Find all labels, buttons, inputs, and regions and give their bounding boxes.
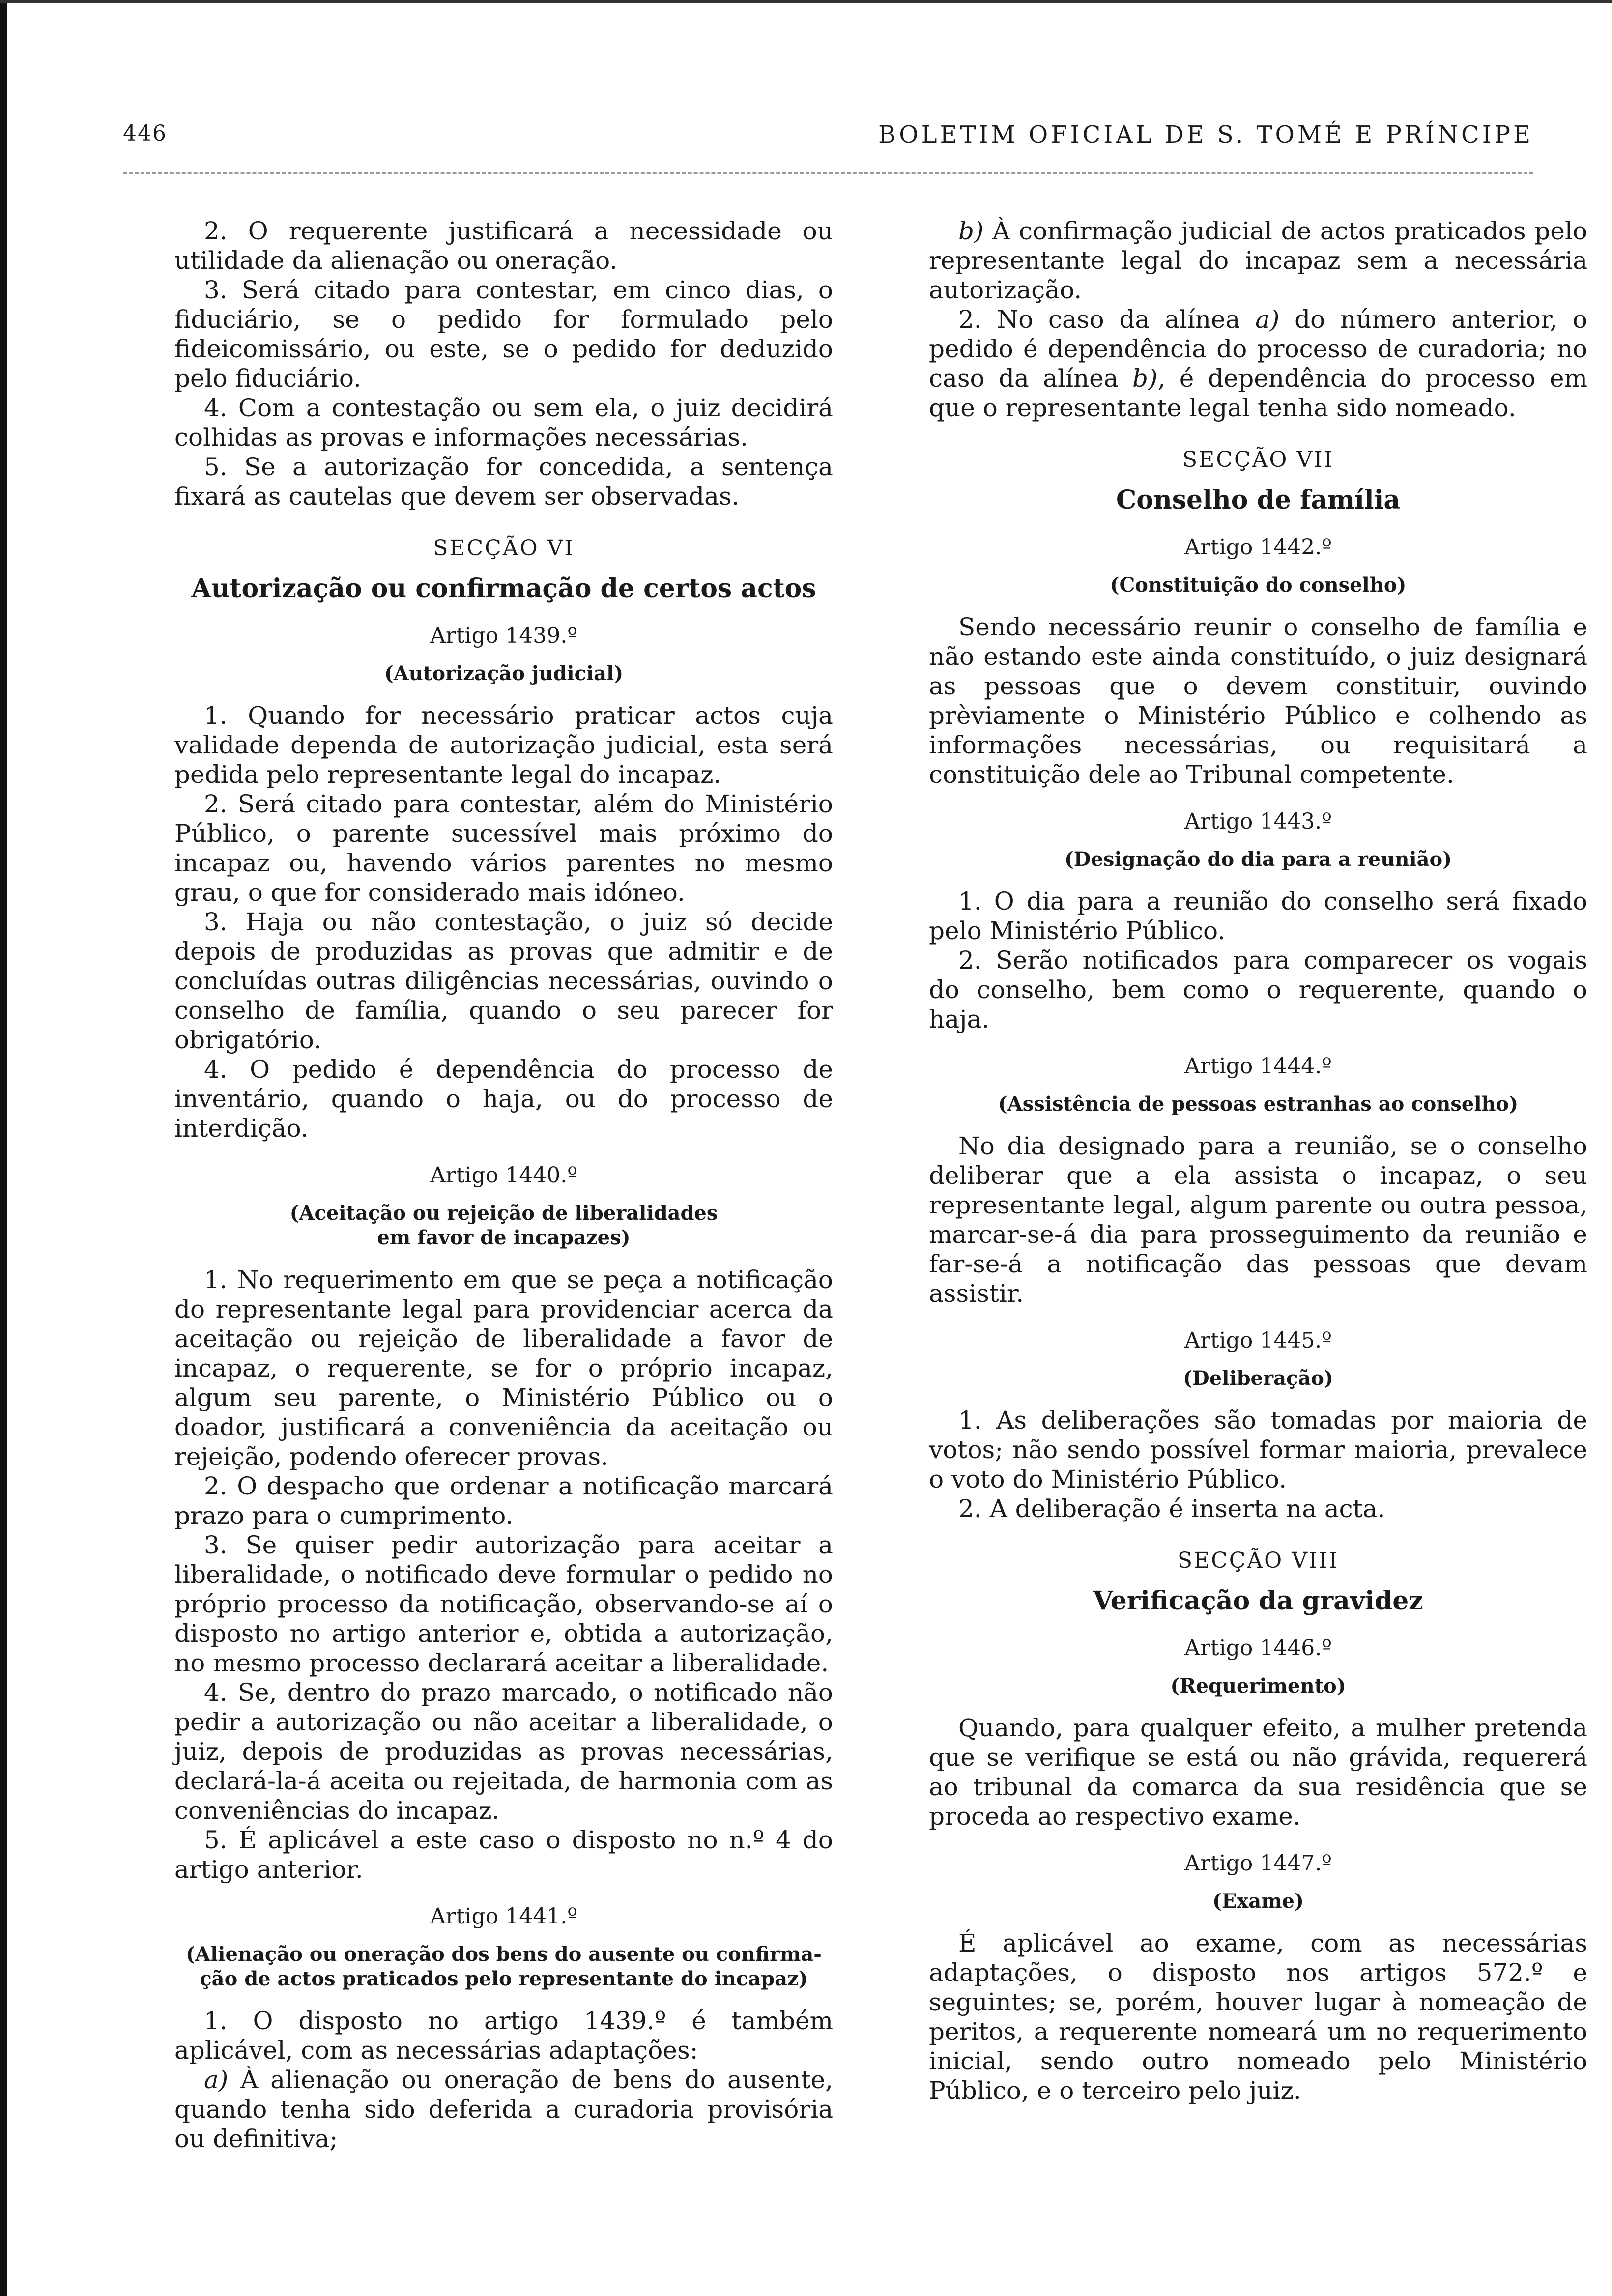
paragraph: 3. Haja ou não contestação, o juiz só decide depois de produzidas as provas que admitir e de concluídas outras diligências necessárias, ouvindo o conselho de família, quando o seu parecer for obrigatório. — [174, 908, 833, 1054]
journal-title: BOLETIM OFICIAL DE S. TOMÉ E PRÍNCIPE — [878, 121, 1533, 148]
alinea — [174, 2065, 833, 2153]
alinea-letter: a) — [204, 2066, 229, 2094]
paragraph: 2. O requerente justificará a necessidade ou utilidade da alienação ou oneração. — [174, 217, 833, 275]
article-caption: (Requerimento) — [1170, 1674, 1346, 1697]
caption-line: ção de actos praticados pelo representante do incapaz) — [200, 1967, 808, 1990]
paragraph: Sendo necessário reunir o conselho de família e não estando este ainda constituído, o juiz designará as pessoas que o devem constituir, ouvindo prèviamente o Ministério Público e colhendo as informações necessárias, ou requisitará a constituição dele ao Tribunal competente. — [929, 613, 1587, 789]
paragraph: Quando, para qualquer efeito, a mulher pretenda que se verifique se está ou não grávida, requererá ao tribunal da comarca da sua residência que se proceda ao respectivo exame. — [929, 1714, 1587, 1831]
page-header — [123, 121, 1533, 160]
article-caption — [174, 1942, 833, 1991]
paragraph: No dia designado para a reunião, se o conselho deliberar que a ela assista o incapaz, o seu representante legal, algum parente ou outra pessoa, marcar-se-á dia para prosseguimento da reunião e far-se-á a notificação das pessoas que devam assistir. — [929, 1132, 1587, 1308]
scan-edge-top — [0, 0, 1612, 3]
article-caption: (Deliberação) — [1183, 1367, 1333, 1390]
left-column — [174, 216, 833, 2153]
article-caption: (Autorização judicial) — [384, 662, 624, 685]
section-title: Verificação da gravidez — [1093, 1586, 1423, 1616]
paragraph: 4. Se, dentro do prazo marcado, o notificado não pedir a autorização ou não aceitar a liberalidade, o juiz, depois de produzidas as provas necessárias, declará-la-á aceita ou rejeitada, de harmonia com as conveniências do incapaz. — [174, 1678, 833, 1825]
article-label: Artigo 1445.º — [1184, 1328, 1332, 1353]
text-run: 2. No caso da alínea — [958, 305, 1256, 334]
article-caption: (Assistência de pessoas estranhas ao conselho) — [998, 1092, 1519, 1116]
paragraph: 3. Se quiser pedir autorização para aceitar a liberalidade, o notificado deve formular o pedido no próprio processo da notificação, observando-se aí o disposto no artigo anterior e, obtida a autorização, no mesmo processo declarará aceitar a liberalidade. — [174, 1531, 833, 1677]
paragraph: 4. O pedido é dependência do processo de inventário, quando o haja, ou do processo de interdição. — [174, 1055, 833, 1143]
paragraph: 5. Se a autorização for concedida, a sentença fixará as cautelas que devem ser observadas. — [174, 453, 833, 511]
paragraph: 1. O dia para a reunião do conselho será fixado pelo Ministério Público. — [929, 887, 1587, 945]
alinea-letter: a) — [1255, 305, 1280, 334]
paragraph: 2. Será citado para contestar, além do Ministério Público, o parente sucessível mais próximo do incapaz ou, havendo vários parentes no mesmo grau, o que for considerado mais idóneo. — [174, 790, 833, 907]
alinea-letter: b) — [958, 217, 984, 245]
paragraph: 2. O despacho que ordenar a notificação marcará prazo para o cumprimento. — [174, 1472, 833, 1530]
paragraph: 4. Com a contestação ou sem ela, o juiz decidirá colhidas as provas e informações necessárias. — [174, 394, 833, 452]
paragraph: 1. No requerimento em que se peça a notificação do representante legal para providenciar acerca da aceitação ou rejeição de liberalidade a favor de incapaz, o requerente, se for o próprio incapaz, algum seu parente, o Ministério Público ou o doador, justificará a conveniência da aceitação ou rejeição, podendo oferecer provas. — [174, 1265, 833, 1471]
article-caption: (Exame) — [1212, 1890, 1304, 1913]
article-label: Artigo 1442.º — [1184, 535, 1332, 560]
alinea-text: À alienação ou oneração de bens do ausente, quando tenha sido deferida a curadoria provisória ou definitiva; — [174, 2066, 833, 2153]
page-number: 446 — [123, 121, 167, 146]
paragraph: 2. A deliberação é inserta na acta. — [958, 1494, 1385, 1523]
alinea-text: À confirmação judicial de actos praticados pelo representante legal do incapaz sem a necessária autorização. — [929, 217, 1587, 304]
article-label: Artigo 1444.º — [1184, 1054, 1332, 1079]
section-label: SECÇÃO VIII — [1177, 1548, 1339, 1573]
paragraph: 3. Será citado para contestar, em cinco dias, o fiduciário, se o pedido for formulado pelo fideicomissário, ou este, se o pedido for deduzido pelo fiduciário. — [174, 276, 833, 393]
article-caption: (Constituição do conselho) — [1110, 574, 1407, 597]
scan-edge — [0, 0, 7, 2296]
paragraph — [929, 305, 1587, 423]
article-label: Artigo 1440.º — [430, 1163, 577, 1188]
section-title: Conselho de família — [1116, 485, 1401, 515]
paragraph: 2. Serão notificados para comparecer os vogais do conselho, bem como o requerente, quando o haja. — [929, 946, 1587, 1033]
section-title: Autorização ou confirmação de certos actos — [191, 574, 816, 603]
alinea — [929, 216, 1587, 305]
paragraph: É aplicável ao exame, com as necessárias adaptações, o disposto nos artigos 572.º e seguintes; se, porém, houver lugar à nomeação de peritos, a requerente nomeará um no requerimento inicial, sendo outro nomeado pelo Ministério Público, e o terceiro pelo juiz. — [929, 1929, 1587, 2105]
article-label: Artigo 1443.º — [1184, 809, 1332, 834]
article-caption — [174, 1201, 833, 1250]
article-caption: (Designação do dia para a reunião) — [1064, 848, 1452, 871]
section-label: SECÇÃO VII — [1182, 447, 1334, 472]
section-label: SECÇÃO VI — [433, 536, 575, 561]
article-label: Artigo 1441.º — [430, 1904, 577, 1929]
paragraph: 5. É aplicável a este caso o disposto no n.º 4 do artigo anterior. — [174, 1826, 833, 1884]
paragraph: 1. O disposto no artigo 1439.º é também aplicável, com as necessárias adaptações: — [174, 2007, 833, 2065]
text-run: do número anterior, o pedido é dependência do processo de curadoria; no caso da alínea — [929, 305, 1588, 393]
article-label: Artigo 1446.º — [1184, 1636, 1332, 1661]
paragraph: 1. Quando for necessário praticar actos cuja validade dependa de autorização judicial, esta será pedida pelo representante legal do incapaz. — [174, 701, 833, 789]
text-run: , é dependência do processo em que o representante legal tenha sido nomeado. — [929, 364, 1587, 422]
caption-line: (Alienação ou oneração dos bens do ausente ou confirma- — [186, 1943, 822, 1966]
caption-line: (Aceitação ou rejeição de liberalidades — [289, 1202, 718, 1225]
alinea-letter: b) — [1132, 364, 1158, 393]
article-label: Artigo 1439.º — [430, 623, 577, 648]
paragraph: 1. As deliberações são tomadas por maioria de votos; não sendo possível formar maioria, prevalece o voto do Ministério Público. — [929, 1406, 1587, 1493]
right-column — [929, 216, 1587, 2105]
article-label: Artigo 1447.º — [1184, 1851, 1332, 1876]
caption-line: em favor de incapazes) — [377, 1226, 631, 1249]
header-divider — [123, 172, 1533, 174]
